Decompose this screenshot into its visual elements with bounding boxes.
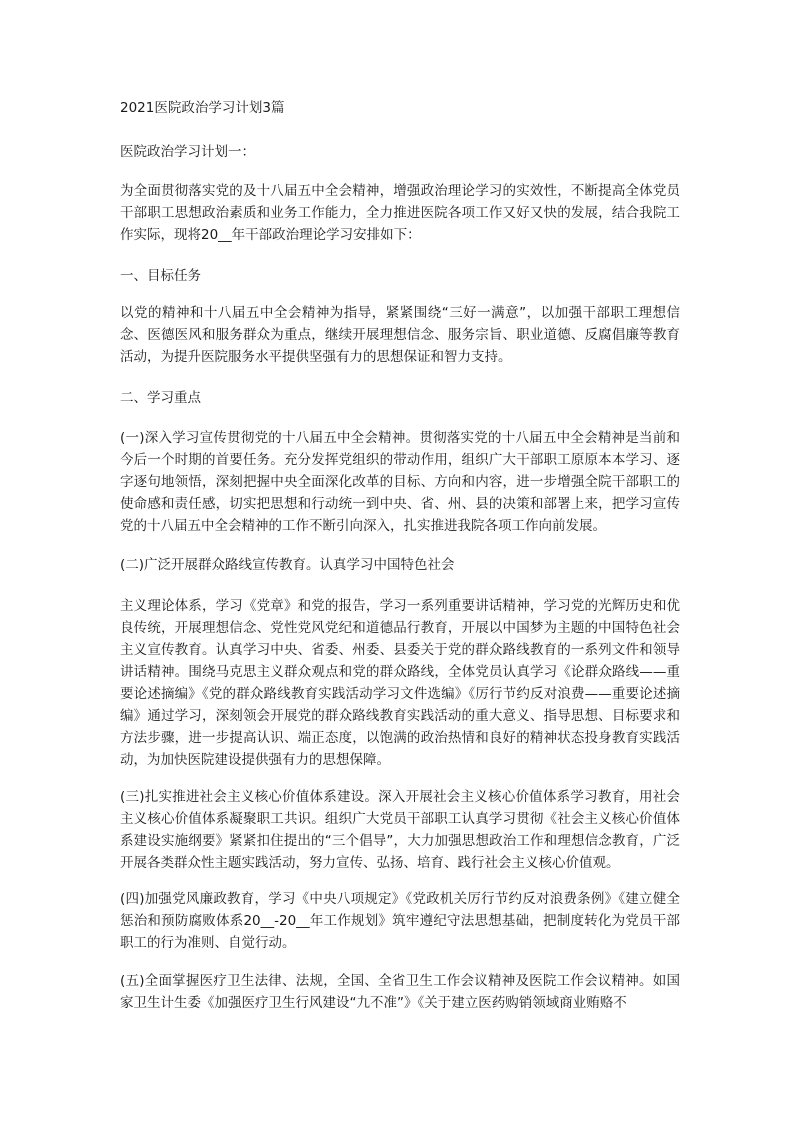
focus-item-1: (一)深入学习宣传贯彻党的十八届五中全会精神。贯彻落实党的十八届五中全会精神是当前和今后一个时期的首要任务。充分发挥党组织的带动作用，组织广大干部职工原原本本学习、逐字逐句地领悟，深刻把握中央全面深化改革的目标、方向和内容，进一步增强全院干部职工的使命感和责任感，切实把思想和行动统一到中央、省、州、县的决策和部署上来，把学习宣传党的十八届五中全会精神的工作不断引向深入，扎实推进我院各项工作向前发展。 xyxy=(120,430,680,534)
plan-one-subtitle: 医院政治学习计划一： xyxy=(120,144,255,160)
focus-item-5: (五)全面掌握医疗卫生法律、法规，全国、全省卫生工作会议精神及医院工作会议精神。如国家卫生计生委《加强医疗卫生行风建设“九不准”》《关于建立医药购销领域商业贿赂不 xyxy=(120,973,680,1011)
intro-paragraph: 为全面贯彻落实党的及十八届五中全会精神，增强政治理论学习的实效性，不断提高全体党员干部职工思想政治素质和业务工作能力，全力推进医院各项工作又好又快的发展，结合我院工作实际，现将20__年干部政治理论学习安排如下： xyxy=(120,183,680,243)
focus-item-3: (三)扎实推进社会主义核心价值体系建设。深入开展社会主义核心价值体系学习教育，用社会主义核心价值体系凝聚职工共识。组织广大党员干部职工认真学习贯彻《社会主义核心价值体系建设实施纲要》紧紧扣住提出的“三个倡导”，大力加强思想政治工作和理想信念教育，广泛开展各类群众性主题实践活动，努力宣传、弘扬、培育、践行社会主义核心价值观。 xyxy=(120,789,680,871)
document-title: 2021医院政治学习计划3篇 xyxy=(120,100,285,116)
section-heading-focus: 二、学习重点 xyxy=(120,390,201,406)
focus-item-4: (四)加强党风廉政教育，学习《中央八项规定》《党政机关厉行节约反对浪费条例》《建立健全惩治和预防腐败体系20__-20__年工作规划》筑牢遵纪守法思想基础，把制度转化为党员干部职工的行为准则、自觉行动。 xyxy=(120,891,680,951)
focus-item-2-heading: (二)广泛开展群众路线宣传教育。认真学习中国特色社会 xyxy=(120,557,455,573)
focus-item-2-body: 主义理论体系，学习《党章》和党的报告，学习一系列重要讲话精神，学习党的光辉历史和优良传统，开展理想信念、党性党风党纪和道德品行教育，开展以中国梦为主题的中国特色社会主义宣传教育。认真学习中央、省委、州委、县委关于党的群众路线教育的一系列文件和领导讲话精神。围绕马克思主义群众观点和党的群众路线，全体党员认真学习《论群众路线——重要论述摘编》《党的群众路线教育实践活动学习文件选编》《厉行节约反对浪费——重要论述摘编》通过学习，深刻领会开展党的群众路线教育实践活动的重大意义、指导思想、目标要求和方法步骤，进一步提高认识、端正态度，以饱满的政治热情和良好的精神状态投身教育实践活动，为加快医院建设提供强有力的思想保障。 xyxy=(120,598,680,768)
goals-paragraph: 以党的精神和十八届五中全会精神为指导，紧紧围绕“三好一满意”，以加强干部职工理想信念、医德医风和服务群众为重点，继续开展理想信念、服务宗旨、职业道德、反腐倡廉等教育活动，为提升医院服务水平提供坚强有力的思想保证和智力支持。 xyxy=(120,305,680,365)
section-heading-goals: 一、目标任务 xyxy=(120,268,201,284)
